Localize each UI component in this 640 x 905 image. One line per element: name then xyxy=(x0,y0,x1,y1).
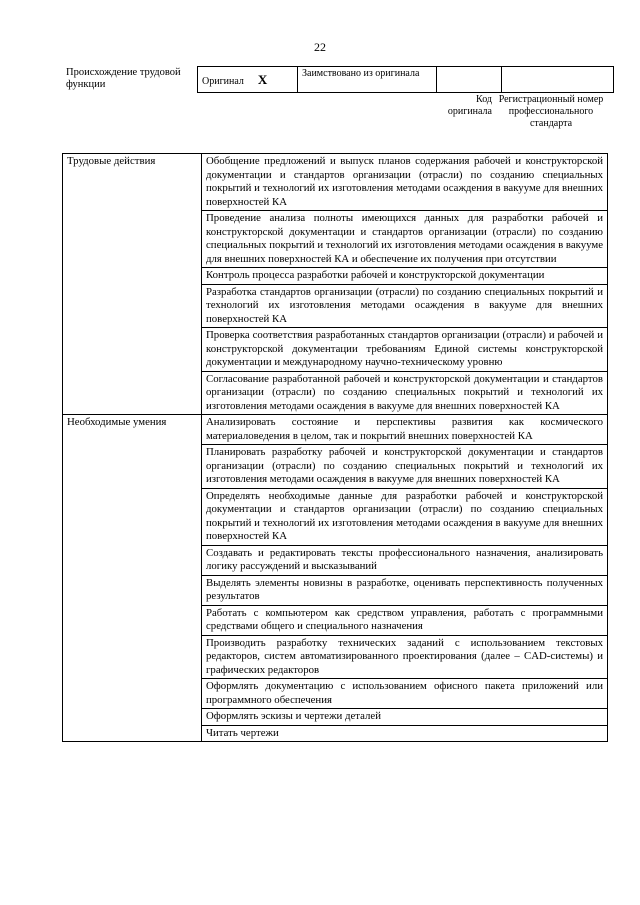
table-cell: Анализировать состояние и перспективы развития как космического материаловедения в целом, так и покрытий внешних поверхностей КА xyxy=(202,415,608,445)
borrowed-cell: Заимствовано из оригинала xyxy=(298,67,437,93)
reg-caption: Регистрационный номер профессионального стандарта xyxy=(498,94,604,129)
table-cell: Производить разработку технических заданий с использованием текстовых редакторов, систем автоматизированного проектирования (далее – CAD-системы) и графических редакторов xyxy=(202,635,608,679)
table-cell: Согласование разработанной рабочей и конструкторской документации и стандартов организации (отрасли) по созданию специальных покрытий и технологий их изготовления методами осаждения в вакууме для внешних поверхностей КА xyxy=(202,371,608,415)
table-cell: Читать чертежи xyxy=(202,725,608,742)
table-cell: Выделять элементы новизны в разработке, оценивать перспективность полученных результатов xyxy=(202,575,608,605)
reg-number-cell xyxy=(502,67,614,93)
table-cell: Проверка соответствия разработанных стандартов организации (отрасли) и рабочей и конструкторской документации требованиям Единой системы конструкторской документации и международному научно-техническому уровню xyxy=(202,328,608,372)
code-cell xyxy=(437,67,502,93)
table-cell: Проведение анализа полноты имеющихся данных для разработки рабочей и конструкторской документации и стандартов организации (отрасли) по созданию специальных покрытий и технологий их изготовления методами осаждения в вакууме для внешних поверхностей КА и обеспечение их получения при отсутствии xyxy=(202,211,608,268)
table-cell: Контроль процесса разработки рабочей и конструкторской документации xyxy=(202,268,608,285)
original-label: Оригинал xyxy=(202,75,244,87)
table-cell: Работать с компьютером как средством управления, работать с программными средствами общего и специального назначения xyxy=(202,605,608,635)
section-label: Необходимые умения xyxy=(63,415,202,742)
table-cell: Создавать и редактировать тексты профессионального назначения, анализировать логику рассуждений и высказываний xyxy=(202,545,608,575)
origin-table xyxy=(197,66,614,93)
code-caption: Код оригинала xyxy=(447,94,492,117)
original-cell xyxy=(198,67,298,93)
section-label: Трудовые действия xyxy=(63,154,202,415)
origin-label: Происхождение трудовой функции xyxy=(66,67,181,90)
original-mark: X xyxy=(257,71,268,87)
table-cell: Оформлять эскизы и чертежи деталей xyxy=(202,709,608,726)
table-cell: Определять необходимые данные для разработки рабочей и конструкторской документации и стандартов организации (отрасли) по созданию специальных покрытий и технологий их изготовления методами осаждения в вакууме для внешних поверхностей КА xyxy=(202,488,608,545)
table-cell: Разработка стандартов организации (отрасли) по созданию специальных покрытий и технологий их изготовления методами осаждения в вакууме для внешних поверхностей КА xyxy=(202,284,608,328)
table-cell: Оформлять документацию с использованием офисного пакета приложений или программного обеспечения xyxy=(202,679,608,709)
functions-table xyxy=(62,153,608,742)
table-cell: Обобщение предложений и выпуск планов содержания рабочей и конструкторской документации и стандартов организации (отрасли) по созданию специальных покрытий и технологий их изготовления методами осаждения в вакууме для внешних поверхностей КА xyxy=(202,154,608,211)
table-row xyxy=(63,154,608,211)
table-cell: Планировать разработку рабочей и конструкторской документации и стандартов организации (отрасли) по созданию специальных покрытий и технологий их изготовления методами осаждения в вакууме для внешних поверхностей КА xyxy=(202,445,608,489)
table-row xyxy=(63,415,608,445)
page-number: 22 xyxy=(314,40,326,54)
